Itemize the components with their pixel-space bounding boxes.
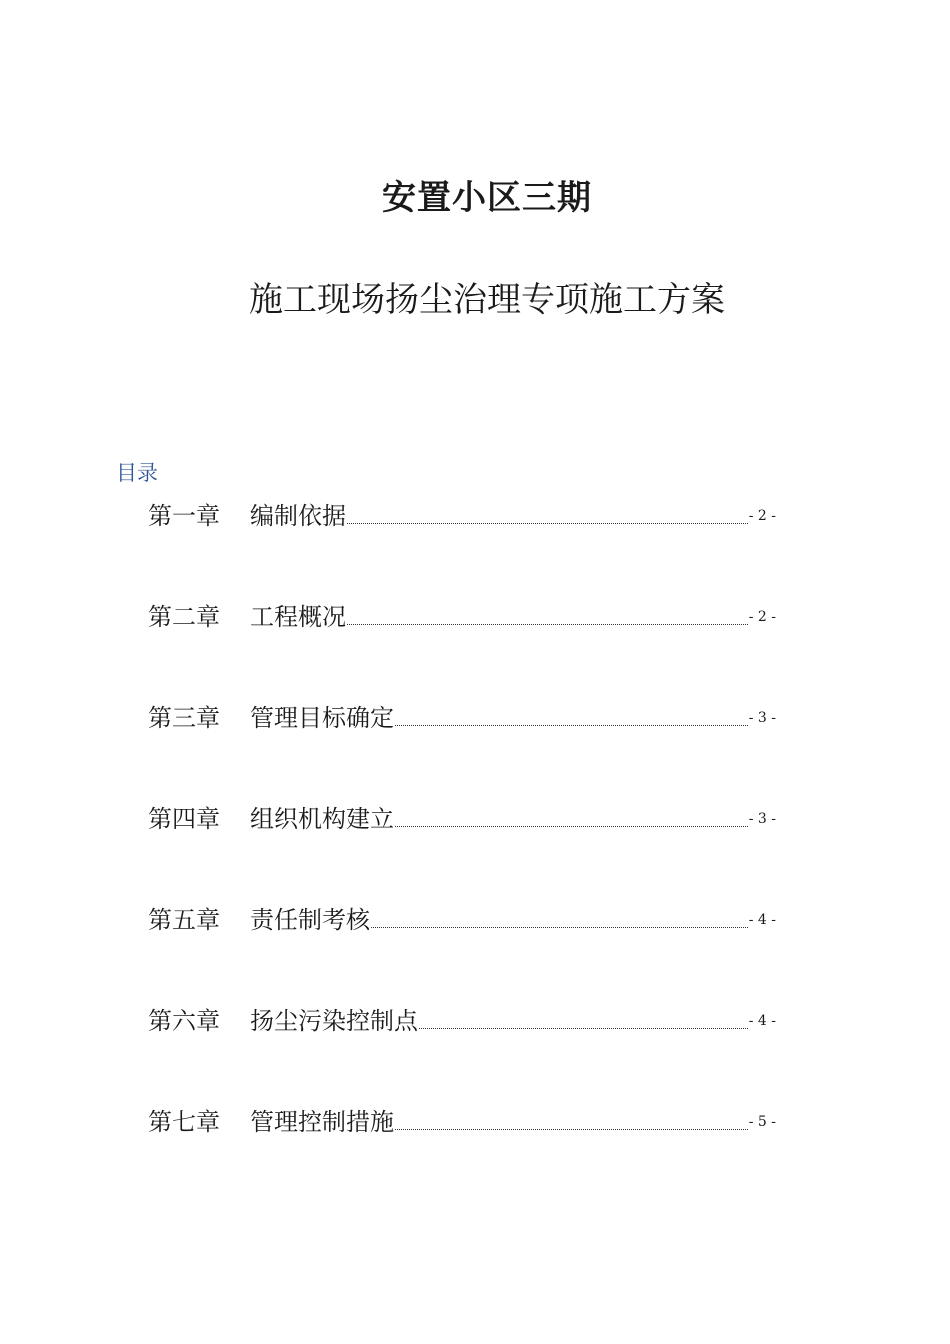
toc-title: 责任制考核 bbox=[250, 906, 370, 934]
toc-entry[interactable] bbox=[148, 940, 776, 1041]
toc-page-number: - 4 - bbox=[748, 912, 776, 928]
table-of-contents bbox=[148, 496, 776, 1142]
toc-chapter: 第六章 bbox=[148, 1007, 220, 1035]
toc-page-number: - 4 - bbox=[748, 1013, 776, 1029]
toc-entry[interactable] bbox=[148, 637, 776, 738]
dot-leader bbox=[395, 725, 748, 726]
toc-page-number: - 2 - bbox=[748, 508, 776, 524]
toc-page-number: - 5 - bbox=[748, 1114, 776, 1130]
dot-leader bbox=[347, 624, 748, 625]
toc-page-number: - 3 - bbox=[748, 710, 776, 726]
dot-leader bbox=[371, 927, 748, 928]
toc-chapter: 第一章 bbox=[148, 502, 220, 530]
toc-chapter: 第二章 bbox=[148, 603, 220, 631]
dot-leader bbox=[419, 1028, 748, 1029]
toc-chapter: 第四章 bbox=[148, 805, 220, 833]
toc-title: 工程概况 bbox=[250, 603, 346, 631]
toc-entry[interactable] bbox=[148, 839, 776, 940]
toc-title: 编制依据 bbox=[250, 502, 346, 530]
toc-title: 组织机构建立 bbox=[250, 805, 394, 833]
toc-page-number: - 2 - bbox=[748, 609, 776, 625]
document-title: 安置小区三期 bbox=[382, 178, 592, 218]
toc-title: 管理控制措施 bbox=[250, 1108, 394, 1136]
toc-entry[interactable] bbox=[148, 1041, 776, 1142]
toc-entry[interactable] bbox=[148, 738, 776, 839]
toc-chapter: 第三章 bbox=[148, 704, 220, 732]
toc-entry[interactable] bbox=[148, 496, 776, 536]
toc-heading: 目录 bbox=[116, 461, 158, 485]
toc-title: 扬尘污染控制点 bbox=[250, 1007, 418, 1035]
toc-chapter: 第七章 bbox=[148, 1108, 220, 1136]
toc-entry[interactable] bbox=[148, 536, 776, 637]
dot-leader bbox=[347, 523, 748, 524]
dot-leader bbox=[395, 1129, 748, 1130]
document-subtitle: 施工现场扬尘治理专项施工方案 bbox=[249, 280, 725, 320]
toc-page-number: - 3 - bbox=[748, 811, 776, 827]
toc-title: 管理目标确定 bbox=[250, 704, 394, 732]
toc-chapter: 第五章 bbox=[148, 906, 220, 934]
dot-leader bbox=[395, 826, 748, 827]
